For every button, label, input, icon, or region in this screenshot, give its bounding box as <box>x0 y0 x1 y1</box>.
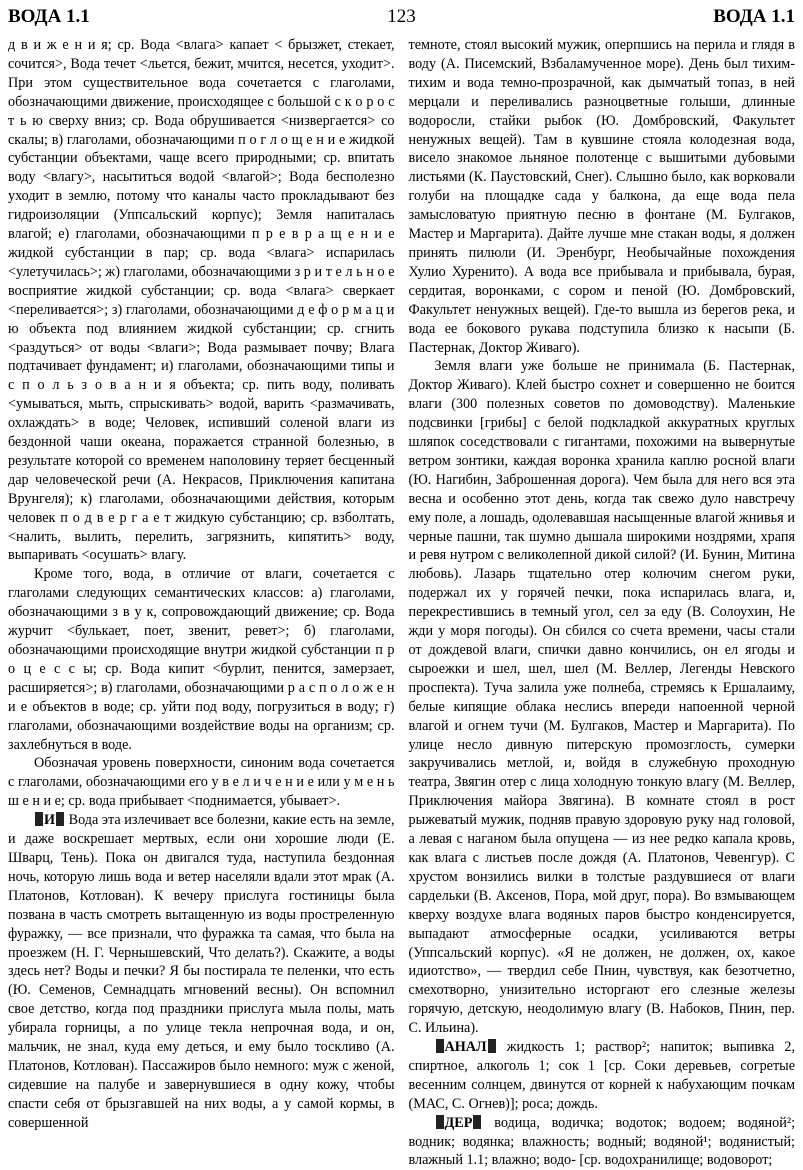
der-text: водица, водичка; водоток; водоем; водяной²; водник; водянка; влажность; водный; водяной¹; водянистый; влажный 1.1; влажно; водо- [ср. водохранилище; водоворот; <box>408 1114 796 1169</box>
running-header <box>8 6 795 32</box>
header-right-title: ВОДА 1.1 <box>713 6 795 27</box>
anal-text: жидкость 1; раствор²; напиток; выпивка 2, спиртное, алкоголь 1; сок 1 [ср. Соки деревьев, согретые весенним солнцем, двинутся от корней к набухающим почкам (МАС, С. Огнев)]; роса; дождь. <box>408 1039 796 1112</box>
paragraph: Кроме того, вода, в отличие от влаги, сочетается с глаголами следующих семантических классов: а) глаголами, обозначающими з в у к, сопровождающий движение; ср. Вода журчит <булькает, поет, звенит, ревет>; б) глаголами, обозначающими происходящие внутри жидкой субстанции п р о ц е с с ы; ср. Вода кипит <бурлит, пенится, замерзает, расширяется>; в) глаголами, обозначающими р а с п о л о ж е н и е объектов в воде; ср. уйти под воду, погрузиться в воду; г) глаголами, обозначающими воздействие воды на организм; ср. захлебнуться в воде. <box>8 566 395 753</box>
page-number: 123 <box>387 6 416 27</box>
paragraph: Земля влаги уже больше не принимала (Б. Пастернак, Доктор Живаго). Клей быстро сохнет и совершенно не боится влаги (300 полезных советов по домоводству). Маленькие подсвинки [грибы] с белой подкладкой аккуратных круглых шляпок соседствовали с гигантами, похожими на вывернутые ветром зонтики, каждая воронка хранила каплю росной влаги (Ю. Нагибин, Заброшенная дорога). Чем была для него вся эта весна и особенно этот день, когда так свежо дуло навстречу ему поле, а лошадь, одолевавшая насыщенные влагой жнивья и черные пашни, так шумно дышала широкими ноздрями, храпя и ревя нутром с великолепной дикой силой? (И. Бунин, Митина любовь). Лазарь тщательно отер колючим снегом руки, подержал их у горячей печки, пока испарилась влага, и, перекрестившись в темный угол, сел за еду (В. Солоухин, Не жди у моря погоды). Он сбился со счета времени, часы стали от дождевой влаги, спички давно кончились, он ел ягоды и сыроежки и шел, шел, шел (М. Веллер, Легенды Невского проспекта). Туча залила уже полнеба, стремясь к Ершалаиму, белые кипящие облака неслись впереди напоенной черной влагой и огнем тучи (М. Булгаков, Мастер и Маргарита). По улице несло дивную питерскую промозглость, сумерки закручивались метлой, и, войдя в служебную проходную театра, Звягин отер с лица холодную тонкую влагу (М. Веллер, Приключения майора Звягина). В комнате стоял в рост рыжеватый мужик, подняв правую здоровую руку над головой, а левая с наганом была опущена — из нее редко капала кровь, как влага с листьев после дождя (А. Платонов, Чевенгур). С хрустом вонзились вилки в толстые раздувшиеся от влаги сардельки (В. Аксенов, Пора, мой друг, пора). Во взмывающем кверху воздухе влага водяных паров быстро конденсируется, выпадают атмосферные осадки, усиливаются ветры (Уппсальский корпус). «Я не должен, не должен, ох, какое идиотство», — твердил себе Пнин, чувствуя, как безотчетно, смехотворно, унизительно исторгают его слезные железы горячую, детскую, неодолимую влагу (В. Набоков, Пнин, пер. С. Ильина). <box>408 358 795 1037</box>
paragraph: Обозначая уровень поверхности, синоним вода сочетается с глаголами, обозначающими его у в е л и ч е н и е или у м е н ь ш е н и е; ср. вода прибывает <поднимается, убывает>. <box>8 755 395 810</box>
section-marker-illustration: И <box>34 812 65 828</box>
right-column <box>408 36 796 1169</box>
anal-section <box>409 1038 796 1114</box>
section-marker-anal: АНАЛ <box>435 1039 497 1055</box>
paragraph: д в и ж е н и я; ср. Вода <влага> капает < брызжет, стекает, сочится>, Вода течет <льется, бежит, мчится, несется, уходит>. При этом существительное вода сочетается с глаголами, обозначающими движение, происходящее с большой с к о р о с т ь ю сверху вниз; ср. Вода обрушивается <низвергается> со скалы; в) глаголами, обозначающими п о г л о щ е н и е жидкой субстанции объектами, чаще всего природными; ср. впитать воду <влагу>, насытиться водой <влагой>; Вода бесполезно уходит в землю, потому что каналы часто прокладывают без гидроизоляции (Уппсальский корпус); Земля напиталась влагой; е) глаголами, обозначающими п р е в р а щ е н и е жидкой субстанции в пар; ср. вода <влага> испарилась <улетучилась>; ж) глаголами, обозначающими з р и т е л ь н о е восприятие жидкой субстанции; ср. вода <влага> сверкает <переливается>; з) глаголами, обозначающими д е ф о р м а ц и ю объекта под влиянием жидкой субстанции; ср. сгнить <раздуться> от воды <влаги>; Вода размывает почву; Влага подтачивает фундамент; и) глаголами, обозначающими типы и с п о л ь з о в а н и я объекта; ср. пить воду, поливать <умываться, мыть, спрыскивать> водой, варить <размачивать, охлаждать> в воде; Человек, испивший соленой влаги из бездонной чаши океана, поражается странной болезнью, в результате которой со временем наполовину теряет бесценный дар человеческой речи (А. Некрасов, Приключения капитана Врунгеля); к) глаголами, обозначающими действия, которым человек п о д в е р г а е т жидкую субстанцию; ср. взболтать, <налить, вылить, перелить, загрязнить, кипятить> воду, выпаривать <осушать> влагу. <box>8 37 395 564</box>
paragraph-text: Вода эта излечивает все болезни, какие есть на земле, и даже воскрешает мертвых, если они хорошие люди (Е. Шварц, Тень). Пока он двигался туда, наступила бездонная ночь, которую лишь вода и ветер населяли вдали этот мрак (А. Платонов, Котлован). К вечеру прислуга гостиницы была позвана в часть смотреть вытащенную из воды простреленную фуражку, — все признали, что фуражка та самая, что была на проезжем (Н. Г. Чернышевский, Что делать?). Скажите, а воды здесь нет? Воды и печки? Я бы постирала те пеленки, что есть (Ю. Семенов, Семнадцать мгновений весны). Он вспомнил свое детство, когда под праздники прислуга мыла полы, мать убирала горницы, а по улице текла непрочная вода, и он, мальчик, не знал, куда ему деться, и ему было тоскливо (А. Платонов, Котлован). Пассажиров было немного: муж с женой, сидевшие на палубе и завернувшиеся в одну кожу, чтобы спасти себя от брызгавшей на них воды, а у самой кормы, в совершенной <box>8 812 395 1131</box>
section-marker-der: ДЕР <box>435 1115 483 1131</box>
header-left-title: ВОДА 1.1 <box>8 6 90 27</box>
two-column-body <box>8 36 796 1169</box>
illustration-paragraph <box>8 811 395 1132</box>
left-column <box>8 36 395 1131</box>
paragraph: темноте, стоял высокий мужик, оперпшись на перила и глядя в воду (А. Писемский, Взбаламученное море). День был тихим-тихим и вода темно-прозрачной, как дымчатый топаз, в ней мерцали и переливались разноцветные голыши, длинные водоросли, стайки рыбок (Ю. Домбровский, Факультет ненужных вещей). Там в кувшине стояла колодезная вода, висело знакомое льняное полотенце с вышитыми дубовыми листьями (К. Паустовский, Снег). Слышно было, как ворковали голуби на площадке сада у балкона, да еще вода пела замысловатую приятную песню в фонтане (М. Булгаков, Мастер и Маргарита). Дайте лучше мне стакан воды, я должен принять пилюли (И. Эренбург, Необычайные похождения Хулио Хуренито). А вода все прибывала и прибывала, бурая, сердитая, воронками, с сором и пеной (Ю. Домбровский, Факультет ненужных вещей). Где-то вышла из берегов река, и вода ее бокового рукава подступила близко к насыпи (Б. Пастернак, Доктор Живаго). <box>408 37 795 356</box>
der-section <box>409 1114 796 1170</box>
